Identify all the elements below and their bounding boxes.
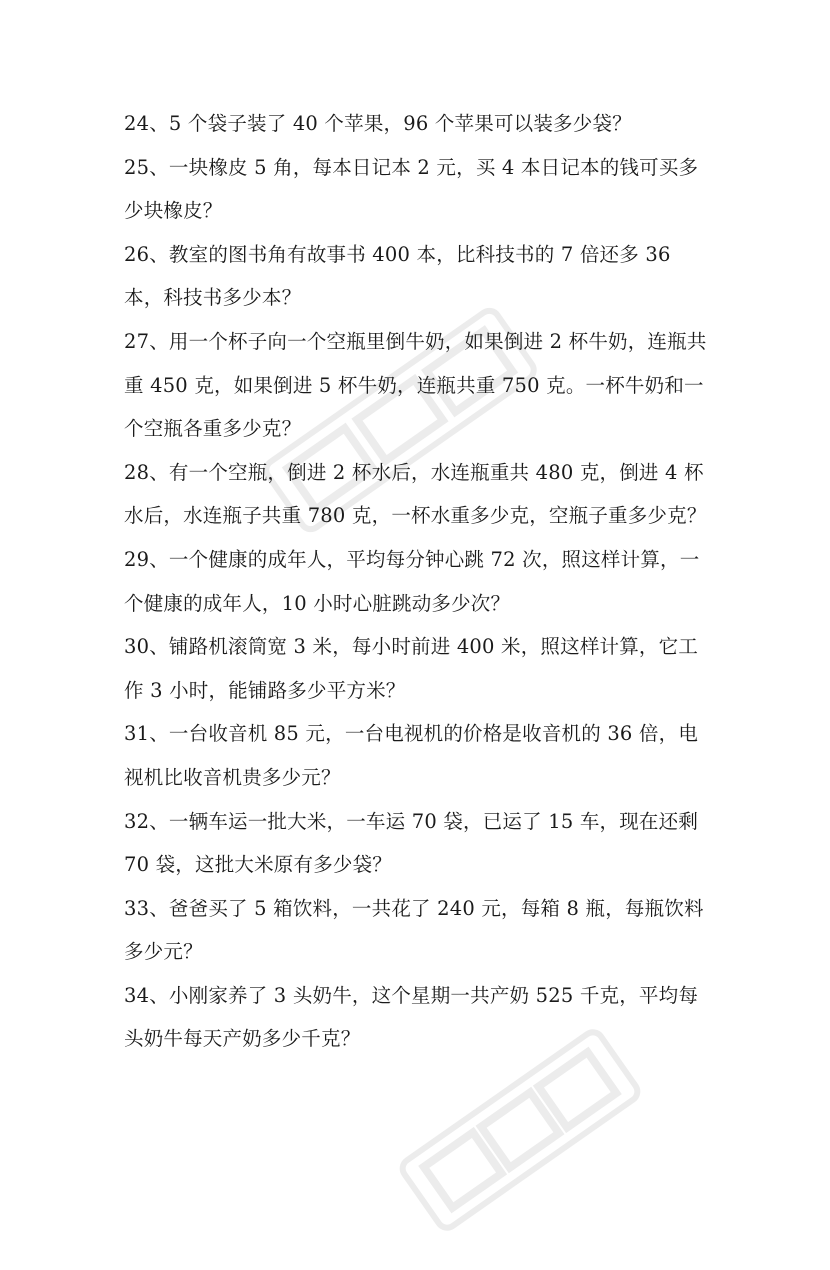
problem-30: 30、铺路机滚筒宽 3 米，每小时前进 400 米，照这样计算，它工作 3 小时，能铺路多少平方米？ [124, 635, 699, 702]
problem-27: 27、用一个杯子向一个空瓶里倒牛奶，如果倒进 2 杯牛奶，连瓶共重 450 克，如果倒进 5 杯牛奶，连瓶共重 750 克。一杯牛奶和一个空瓶各重多少克？ [124, 329, 707, 441]
problem-26: 26、教室的图书角有故事书 400 本，比科技书的 7 倍还多 36 本，科技书多少本？ [124, 242, 677, 310]
problem-29: 29、一个健康的成年人，平均每分钟心跳 72 次，照这样计算，一个健康的成年人，10 小时心脏跳动多少次？ [124, 547, 700, 615]
problem-34: 34、小刚家养了 3 头奶牛，这个星期一共产奶 525 千克，平均每头奶牛每天产奶多少千克？ [124, 983, 699, 1051]
problem-list [124, 102, 714, 1061]
problem-32: 32、一辆车运一批大米，一车运 70 袋，已运了 15 车，现在还剩 70 袋，这批大米原有多少袋？ [124, 809, 705, 877]
problem-33: 33、爸爸买了 5 箱饮料，一共花了 240 元，每箱 8 瓶，每瓶饮料多少元？ [124, 896, 704, 964]
problem-28: 28、有一个空瓶，倒进 2 杯水后，水连瓶重共 480 克，倒进 4 杯水后，水连瓶子共重 780 克，一杯水重多少克，空瓶子重多少克？ [124, 460, 707, 528]
problem-24: 24、5 个袋子装了 40 个苹果，96 个苹果可以装多少袋？ [124, 112, 632, 135]
problem-25: 25、一块橡皮 5 角，每本日记本 2 元，买 4 本日记本的钱可买多少块橡皮？ [124, 155, 699, 223]
problem-31: 31、一台收音机 85 元，一台电视机的价格是收音机的 36 倍，电视机比收音机贵多少元？ [124, 722, 699, 789]
